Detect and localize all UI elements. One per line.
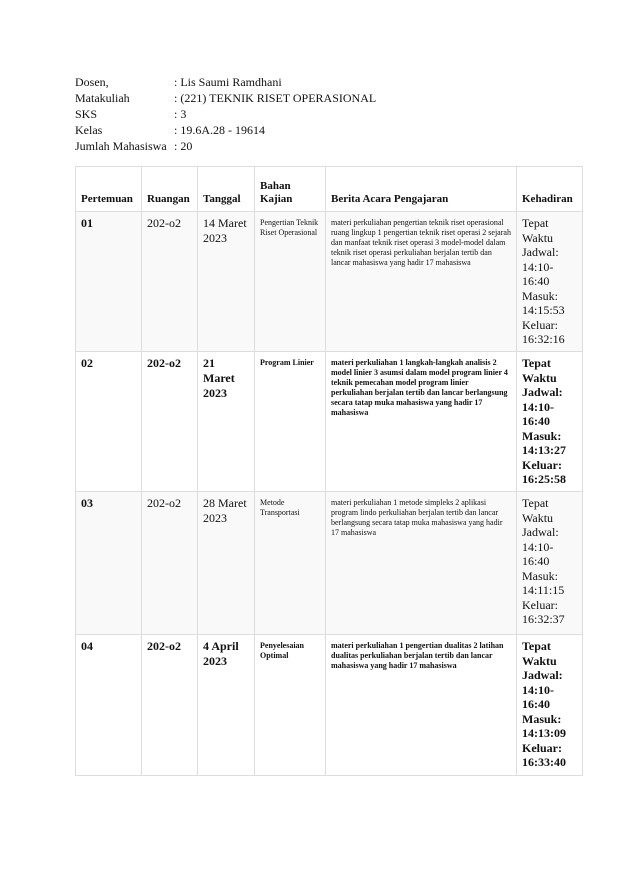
cell-kehadiran: [517, 492, 583, 635]
cell-pertemuan: 02: [76, 352, 142, 492]
cell-ruangan: 202-o2: [142, 352, 198, 492]
col-header-kehadiran: Kehadiran: [517, 167, 583, 212]
kehadiran-keluar: Keluar: 16:25:58: [522, 457, 566, 486]
kelas-label: Kelas: [75, 123, 103, 137]
dosen-value: : Lis Saumi Ramdhani: [174, 75, 282, 89]
jumlah-row: [75, 138, 376, 154]
col-header-bahan-kajian: Bahan Kajian: [255, 167, 326, 212]
sks-label: SKS: [75, 107, 98, 121]
cell-tanggal: 28 Maret 2023: [198, 492, 255, 635]
kehadiran-masuk: Masuk: 14:13:09: [522, 711, 566, 740]
kehadiran-keluar: Keluar: 16:33:40: [522, 740, 566, 769]
course-header: [75, 74, 376, 154]
kehadiran-status: Tepat Waktu: [522, 639, 557, 668]
cell-ruangan: 202-o2: [142, 492, 198, 635]
dosen-row: [75, 74, 376, 90]
cell-pertemuan: 03: [76, 492, 142, 635]
kehadiran-masuk: Masuk: 14:11:15: [522, 568, 565, 597]
kehadiran-keluar: Keluar: 16:32:37: [522, 597, 565, 626]
sks-value: : 3: [174, 107, 187, 121]
col-header-pertemuan: Pertemuan: [76, 167, 142, 212]
cell-bahan-kajian: Pengertian Teknik Riset Operasional: [255, 212, 326, 352]
cell-tanggal: 14 Maret 2023: [198, 212, 255, 352]
kehadiran-status: Tepat Waktu: [522, 216, 554, 245]
kelas-row: [75, 122, 376, 138]
cell-berita-acara: materi perkuliahan pengertian teknik riset operasional ruang lingkup 1 pengertian teknik riset operasi 2 sejarah dan manfaat teknik riset operasi 3 model-model dalam teknik riset operasi perkuliahan berjalan tertib dan lancar mahasiswa yang hadir 17 mahasiswa: [326, 212, 517, 352]
attendance-table: [75, 166, 583, 776]
col-header-ruangan: Ruangan: [142, 167, 198, 212]
table-row: [76, 635, 583, 776]
kelas-value: : 19.6A.28 - 19614: [174, 123, 265, 137]
matakuliah-label: Matakuliah: [75, 91, 130, 105]
kehadiran-masuk: Masuk: 14:13:27: [522, 428, 566, 457]
cell-bahan-kajian: Program Linier: [255, 352, 326, 492]
cell-pertemuan: 01: [76, 212, 142, 352]
kehadiran-jadwal: Jadwal: 14:10-16:40: [522, 385, 563, 428]
cell-berita-acara: materi perkuliahan 1 metode simpleks 2 aplikasi program lindo perkuliahan berjalan tertib dan lancar berlangsung secara tatap muka mahasiswa yang hadir 17 mahasiswa: [326, 492, 517, 635]
cell-bahan-kajian: Penyelesaian Optimal: [255, 635, 326, 776]
matakuliah-value: : (221) TEKNIK RISET OPERASIONAL: [174, 91, 377, 105]
dosen-label: Dosen,: [75, 75, 109, 89]
cell-berita-acara: materi perkuliahan 1 pengertian dualitas 2 latihan dualitas perkuliahan berjalan tertib dan lancar mahasiswa yang hadir 17 mahasiswa: [326, 635, 517, 776]
kehadiran-masuk: Masuk: 14:15:53: [522, 288, 565, 317]
jumlah-label: Jumlah Mahasiswa: [75, 139, 167, 153]
kehadiran-jadwal: Jadwal: 14:10-16:40: [522, 668, 563, 711]
col-header-tanggal: Tanggal: [198, 167, 255, 212]
cell-tanggal: 4 April 2023: [198, 635, 255, 776]
kehadiran-keluar: Keluar: 16:32:16: [522, 317, 565, 346]
attendance-table-wrap: [75, 166, 582, 776]
cell-kehadiran: [517, 212, 583, 352]
kehadiran-jadwal: Jadwal: 14:10-16:40: [522, 245, 559, 288]
cell-kehadiran: [517, 352, 583, 492]
jumlah-value: : 20: [174, 139, 193, 153]
cell-kehadiran: [517, 635, 583, 776]
cell-pertemuan: 04: [76, 635, 142, 776]
kehadiran-status: Tepat Waktu: [522, 496, 554, 525]
table-row: [76, 352, 583, 492]
table-row: [76, 492, 583, 635]
cell-ruangan: 202-o2: [142, 635, 198, 776]
table-header-row: [76, 167, 583, 212]
cell-berita-acara: materi perkuliahan 1 langkah-langkah analisis 2 model linier 3 asumsi dalam model program linier 4 teknik pemecahan model program linier perkuliahan berjalan tertib dan lancar berlangsung secara tatap muka mahasiswa yang hadir 17 mahasiswa: [326, 352, 517, 492]
matakuliah-row: [75, 90, 376, 106]
kehadiran-status: Tepat Waktu: [522, 356, 557, 385]
col-header-berita-acara: Berita Acara Pengajaran: [326, 167, 517, 212]
table-row: [76, 212, 583, 352]
sks-row: [75, 106, 376, 122]
kehadiran-jadwal: Jadwal: 14:10-16:40: [522, 525, 559, 568]
cell-bahan-kajian: Metode Transportasi: [255, 492, 326, 635]
cell-tanggal: 21 Maret 2023: [198, 352, 255, 492]
cell-ruangan: 202-o2: [142, 212, 198, 352]
